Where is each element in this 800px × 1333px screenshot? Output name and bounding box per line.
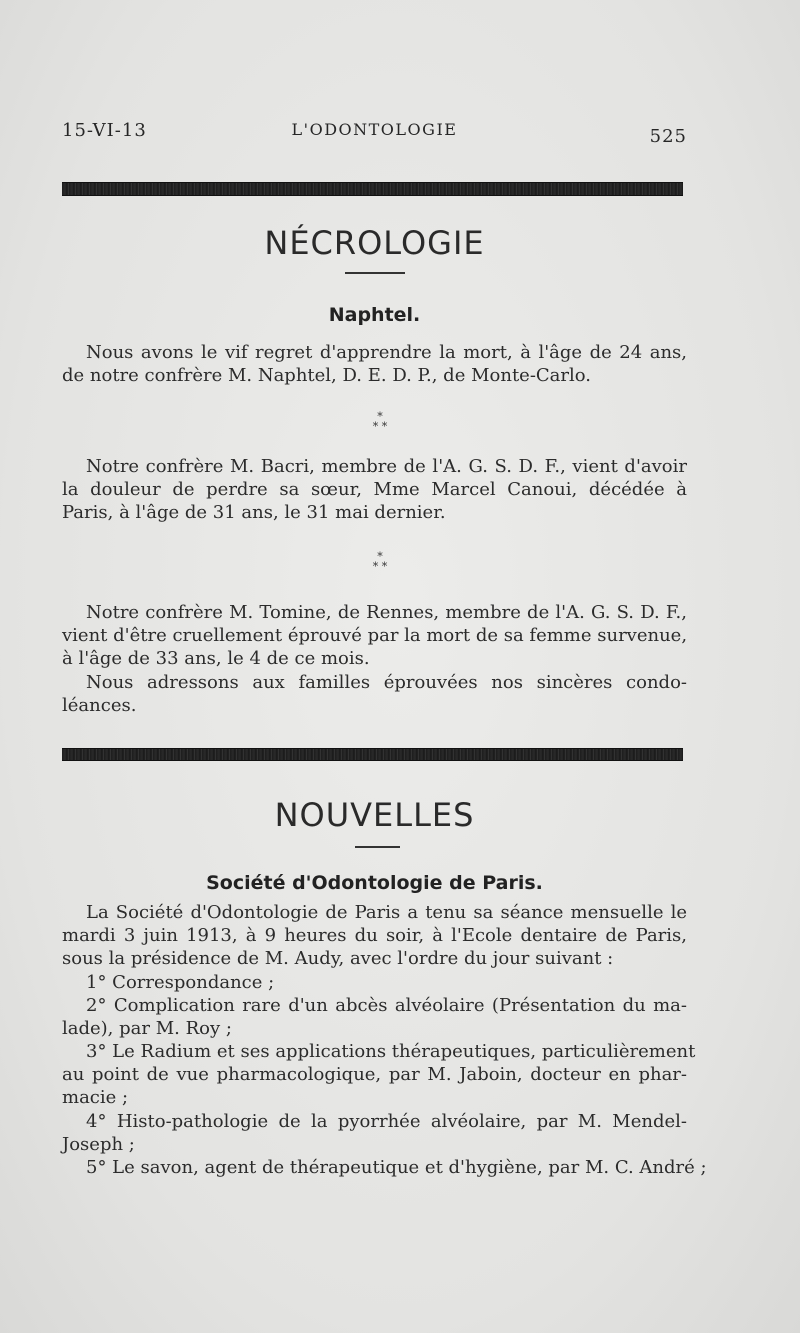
separator-stars xyxy=(340,412,420,432)
necrologie-title: NÉCROLOGIE xyxy=(264,224,485,262)
text-line: au point de vue pharmacologique, par M. Jaboin, docteur en phar- xyxy=(62,1064,687,1085)
agenda-item-1 xyxy=(62,971,687,994)
star-top: * xyxy=(377,550,383,563)
text-line: 5° Le savon, agent de thérapeutique et d'hygiène, par M. C. André ; xyxy=(86,1157,707,1178)
text-line: Nous avons le vif regret d'apprendre la mort, à l'âge de 24 ans, xyxy=(86,342,687,363)
running-header xyxy=(62,118,687,148)
text-line: léances. xyxy=(62,695,137,716)
text-line: la douleur de perdre sa sœur, Mme Marcel Canoui, décédée à xyxy=(62,479,687,500)
text-line: La Société d'Odontologie de Paris a tenu sa séance mensuelle le xyxy=(86,902,687,923)
title-underline xyxy=(345,272,405,274)
text-line: vient d'être cruellement éprouvé par la mort de sa femme survenue, xyxy=(62,625,688,646)
necrologie-paragraph-1 xyxy=(62,341,687,387)
text-line: de notre confrère M. Naphtel, D. E. D. P., de Monte-Carlo. xyxy=(62,365,592,386)
text-line: Notre confrère M. Tomine, de Rennes, membre de l'A. G. S. D. F., xyxy=(86,602,687,623)
star-bottom: * * xyxy=(372,560,388,573)
nouvelles-subtitle: Société d'Odontologie de Paris. xyxy=(206,872,543,894)
star-top: * xyxy=(377,410,383,423)
text-line: macie ; xyxy=(62,1087,129,1108)
text-line: à l'âge de 33 ans, le 4 de ce mois. xyxy=(62,648,370,669)
text-line: sous la présidence de M. Audy, avec l'ordre du jour suivant : xyxy=(62,948,614,969)
journal-title: L'ODONTOLOGIE xyxy=(291,120,458,139)
text-line: 2° Complication rare d'un abcès alvéolaire (Présentation du ma- xyxy=(86,995,687,1016)
text-line: lade), par M. Roy ; xyxy=(62,1018,232,1039)
title-underline xyxy=(355,846,400,848)
agenda-item-2 xyxy=(62,994,687,1040)
section-divider-top xyxy=(62,182,683,196)
text-line: Joseph ; xyxy=(62,1134,135,1155)
necrologie-paragraph-2 xyxy=(62,455,687,524)
nouvelles-intro xyxy=(62,901,687,970)
necrologie-paragraph-3 xyxy=(62,601,687,670)
text-line: 4° Histo-pathologie de la pyorrhée alvéolaire, par M. Mendel- xyxy=(86,1111,687,1132)
section-divider-middle xyxy=(62,748,683,761)
text-line: Nous adressons aux familles éprouvées nos sincères condo- xyxy=(86,672,687,693)
issue-date: 15-VI-13 xyxy=(62,120,147,141)
necrologie-subtitle: Naphtel. xyxy=(328,304,421,326)
agenda-item-3 xyxy=(62,1040,696,1109)
necrologie-paragraph-4 xyxy=(62,671,687,717)
agenda-item-5 xyxy=(62,1156,707,1179)
text-line: mardi 3 juin 1913, à 9 heures du soir, à l'Ecole dentaire de Paris, xyxy=(62,925,687,946)
page-number: 525 xyxy=(649,126,687,147)
text-line: 1° Correspondance ; xyxy=(86,972,275,993)
text-line: Paris, à l'âge de 31 ans, le 31 mai dernier. xyxy=(62,502,446,523)
nouvelles-title: NOUVELLES xyxy=(274,796,475,834)
text-line: 3° Le Radium et ses applications thérapeutiques, particulièrement xyxy=(86,1041,696,1062)
agenda-item-4 xyxy=(62,1110,687,1156)
star-bottom: * * xyxy=(372,420,388,433)
text-line: Notre confrère M. Bacri, membre de l'A. G. S. D. F., vient d'avoir xyxy=(86,456,687,477)
separator-stars xyxy=(340,552,420,572)
